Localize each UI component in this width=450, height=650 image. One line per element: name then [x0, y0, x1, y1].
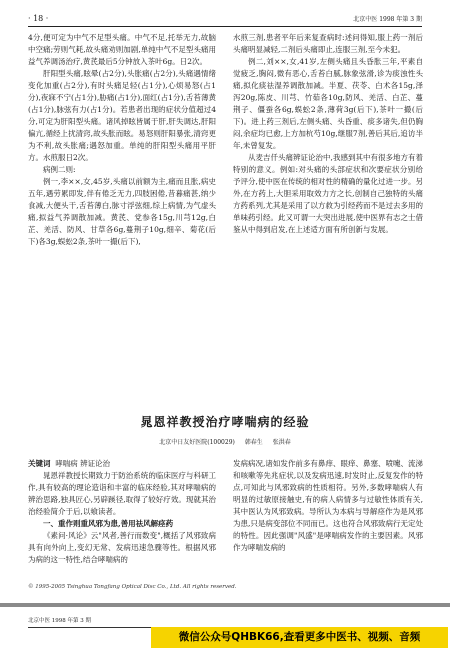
paragraph: 肝阳型头痛,眩晕(占2分),头胀痛(占2分),头痛遇情绪变化加重(占2分),有时头痛足轻(占1分),心烦易怒(占1分),夜寐不宁(占1分),胁痛(占1分),面红(占1分),舌苔薄黄(占1分),脉弦有力(占1分)。若患者出现的症状分值超过4分,可定为肝阳型头痛。诸风掉眩皆属于肝,肝失调达,肝阳偏亢,循经上扰清窍,故头胀而眩。易怒则肝阳暴张,清窍更为不利,故头胀痛;遇怒加重。单纯的肝阳型头痛用平肝方。水煎服日2次。	[28, 69, 216, 162]
author: 张洪春	[272, 439, 291, 446]
header-rule	[28, 26, 422, 27]
section-heading: 一、重作则重风邪为患,善用祛风解痉药	[43, 519, 174, 528]
article-title: 晁恩祥教授治疗哮喘病的经验	[140, 415, 310, 429]
author: 韩春生	[244, 439, 263, 446]
page-number: · 18 ·	[28, 14, 49, 23]
copyright-notice: © 1995-2005 Tsinghua Tongfang Optical Disc Co., Ltd. All rights reserved.	[28, 584, 237, 590]
keywords-label: 关键词	[28, 459, 51, 468]
paragraph: 水煎三剂,患者平年后来复查病时:述问得知,服上药一剂后头痛明显减轻,二剂后头痛即止,连服三剂,至今未犯。	[233, 33, 423, 54]
column-bottom-left	[28, 458, 216, 566]
paragraph: 例一,李××,女,45岁,头痛以前额为主,痛而且胀,病史五年,遇劳累即发,伴有倦乏无力,四肢困倦,昔暮痛甚,纳少食减,大便头干,舌苔薄白,脉寸浮弦细,综上病情,为气虚头痛,拟益气养调散加减。黄芪、党参各15g,川芎12g,白芷、羌活、防风、甘草各6g,蔓荆子10g,细辛、菊花(后下)各3g,蜈蚣2条,茶叶一撮(后下),	[28, 177, 216, 246]
column-bottom-right	[233, 458, 423, 554]
paragraph: 例二,刘××,女,41岁,左侧头痛且头昏胀三年,平素自觉疲乏,胸闷,微有恶心,舌苔白腻,脉象弦滑,诊为痰浊性头痛,拟化痰祛湿养调散加减。半夏、茯苓、白术各15g,泽泻20g,陈皮、川芎、竹茹各10g,防风、羌活、白芷、蔓荆子、僵蚕各6g,蜈蚣2条,薄荷3g(后下),茶叶一撮(后下)。进上药三剂后,左侧头痛、头昏重、痰多诸失,但仍胸闷,余症均已愈,上方加杭芍10g,继服7剂,善后其后,追访半年,未曾复发。	[233, 57, 423, 150]
byline	[0, 437, 450, 446]
paragraph: 发病病况,诸如发作前多有鼻痒、眼痒、鼻塞、喷嚏、流涕和咳嗽等先兆症状,以及发病迅速,时发时止,反复发作的特点,可知此与风邪致病的性质相符。另外,多数哮喘病人有明显的过敏原接触史,有的病人病情多与过敏性体质有关,其中医认为风邪致病。导所认为本病与导解痉作为是风邪为患,只是病变部位不同而已。这也符合风邪致病行无定处的特性。因此强调"风盛"是哮喘病发作的主要因素。风邪作为哮喘发病的	[233, 459, 423, 552]
keywords-line	[28, 458, 216, 470]
column-top-left	[28, 32, 216, 248]
journal-header: 北京中医 1998 年第 3 期	[353, 16, 422, 23]
keywords: 哮喘病 辨证论治	[55, 459, 111, 468]
paragraph: 病例二则:	[43, 165, 76, 174]
paragraph: 从麦吉仟头痛辨证论治中,我感到其中有很多地方有着特别的意义。例如:对头痛的头部症状和次要症状分别给予评分,使中医在传统的相对性的精确的量化过进一步。另外,在方药上,大胆采用取效力方之长,创制自己独特的头痛方药系列,尤其是采用了以方救为引经药而不是过去多用的单味药引经。此又可谓一大突出进展,使中医界有志之士借鉴从中得到启发,在上述适方面有所创新与发展。	[233, 153, 423, 234]
footer-journal: 北京中医 1998 年第 3 期	[28, 618, 91, 624]
paragraph: 《素问·风论》云"风者,善行而数变",概括了风邪致病具有向外向上,变幻无常、发病迅速急骤等性。根据风邪为病的这一特性,结合哮喘病的	[28, 531, 216, 564]
column-top-right	[233, 32, 423, 236]
paragraph: 4分,便可定为中气不足型头痛。中气不足,托举无力,故脑中空痛;劳则气耗,故头痛劝则加剧,单纯中气不足型头痛用益气养调汤治疗,黄芪最后5分钟放入茶叶6g。日2次。	[28, 33, 216, 66]
next-page-strip	[0, 607, 450, 650]
paragraph: 晁恩祥教授长期致力于防治系统的临床医疗与科研工作,具有较高的理论造诣和丰富的临床经验,其对哮喘病的辨治思路,独具匠心,另辟蹊径,取得了较好疗效。现就其治治经验简介于后,以飨读者。	[28, 471, 216, 516]
promo-banner: 微信公众号QHBK66,查看更多中医书、视频、音频	[151, 627, 448, 648]
affiliation: 北京中日友好医院(100029)	[159, 439, 235, 446]
